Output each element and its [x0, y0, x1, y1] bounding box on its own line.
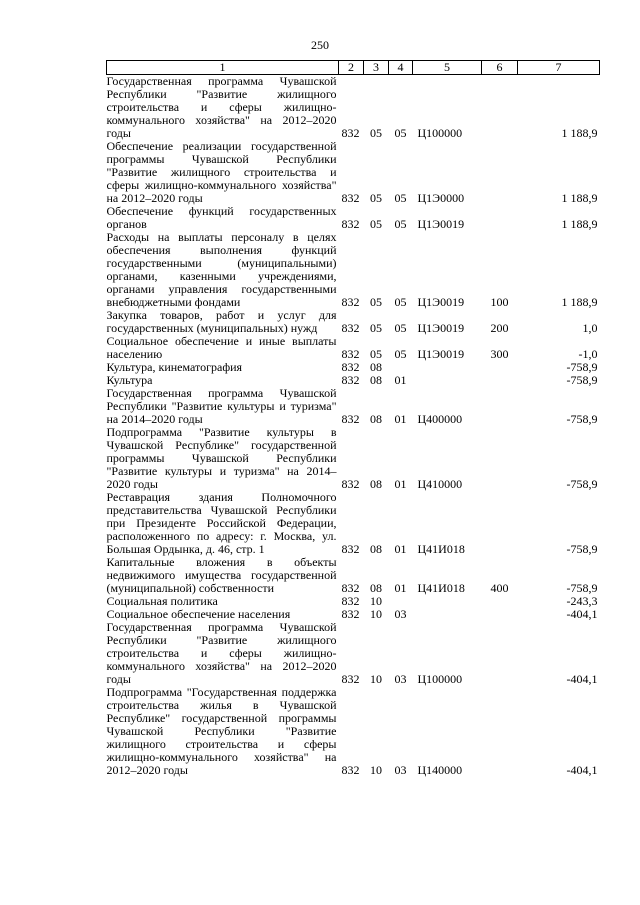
- row-section: 05: [370, 126, 382, 140]
- row-name: Социальное обеспечение населения: [106, 607, 291, 621]
- row-subsection: 01: [394, 373, 407, 387]
- row-section: 10: [370, 763, 382, 777]
- row-section: 10: [370, 672, 382, 686]
- row-ministry: 832: [341, 477, 360, 491]
- row-expense-type: [482, 387, 518, 426]
- row-name: Обеспечение функций государственных органов: [106, 204, 337, 231]
- row-target-article: Ц1Э0019: [417, 347, 465, 361]
- table-header: [107, 61, 600, 75]
- row-subsection: 01: [394, 542, 407, 556]
- table-row: [107, 335, 600, 361]
- column-header: 3: [364, 61, 389, 75]
- row-name: Расходы на выплаты персоналу в целях обеспечения выполнения функций государственными (муниципальными) органами, казенными учреждениями, органами управления государственными внебюджетными фондами: [106, 230, 337, 309]
- row-subsection: 05: [394, 295, 407, 309]
- table-row: [107, 205, 600, 231]
- row-name: Государственная программа Чувашской Республики "Развитие культуры и туризма" на 2014–2020 годы: [106, 386, 337, 426]
- column-header: 5: [413, 61, 482, 75]
- row-expense-type: [482, 491, 518, 556]
- row-amount: -758,9: [566, 360, 598, 374]
- row-name: Государственная программа Чувашской Республики "Развитие жилищного строительства и сферы жилищно-коммунального хозяйства" на 2012–2020 годы: [106, 74, 337, 140]
- row-target-article: Ц100000: [417, 672, 463, 686]
- column-header: 2: [339, 61, 364, 75]
- row-name: Государственная программа Чувашской Республики "Развитие жилищного строительства и сферы жилищно-коммунального хозяйства" на 2012–2020 годы: [106, 620, 337, 686]
- row-expense-type: [482, 361, 518, 374]
- row-ministry: 832: [341, 217, 360, 231]
- row-target-article: Ц410000: [417, 477, 463, 491]
- row-expense-type: 100: [490, 295, 509, 309]
- row-section: 08: [370, 477, 382, 491]
- table-row: [107, 387, 600, 426]
- row-subsection: 01: [394, 581, 407, 595]
- table-row: [107, 75, 600, 141]
- row-expense-type: [482, 205, 518, 231]
- row-amount: -404,1: [566, 763, 598, 777]
- row-section: 05: [370, 191, 382, 205]
- row-ministry: 832: [341, 321, 360, 335]
- table-row: [107, 309, 600, 335]
- row-subsection: 03: [394, 672, 407, 686]
- row-subsection: 05: [394, 126, 407, 140]
- row-expense-type: [482, 595, 518, 608]
- row-subsection: 05: [394, 347, 407, 361]
- table-row: [107, 140, 600, 205]
- row-target-article: Ц1Э0019: [417, 295, 465, 309]
- row-expense-type: [482, 140, 518, 205]
- row-ministry: 832: [341, 191, 360, 205]
- row-expense-type: 300: [490, 347, 509, 361]
- row-name: Подпрограмма "Развитие культуры в Чувашской Республике" государственной программы Чувашской Республики "Развитие культуры и туризма" на 2014–2020 годы: [106, 425, 337, 491]
- row-name: Закупка товаров, работ и услуг для государственных (муниципальных) нужд: [106, 308, 337, 335]
- row-expense-type: [482, 75, 518, 141]
- row-name: Культура, кинематография: [106, 360, 243, 374]
- row-amount: -758,9: [566, 477, 598, 491]
- row-name: Реставрация здания Полномочного представительства Чувашской Республики при Президенте Российской Федерации, расположенного по адресу: г. Москва, ул. Большая Ордынка, д. 46, стр. 1: [106, 490, 337, 556]
- row-target-article: Ц1Э0019: [417, 321, 465, 335]
- row-name: Подпрограмма "Государственная поддержка строительства жилья в Чувашской Республике" государственной программы Чувашской Республики "Развитие жилищного строительства и сферы жилищно-коммунального хозяйства" на 2012–2020 годы: [106, 685, 337, 777]
- row-amount: -243,3: [566, 594, 598, 608]
- row-ministry: 832: [341, 581, 360, 595]
- row-target-article: Ц41И018: [417, 581, 465, 595]
- budget-table: [106, 60, 600, 777]
- row-amount: 1 188,9: [561, 191, 598, 205]
- row-section: 08: [370, 412, 382, 426]
- row-ministry: 832: [341, 412, 360, 426]
- row-amount: 1,0: [582, 321, 598, 335]
- row-subsection: 01: [394, 477, 407, 491]
- row-ministry: 832: [341, 763, 360, 777]
- row-expense-type: [482, 608, 518, 621]
- column-header: 4: [389, 61, 413, 75]
- column-header: 7: [518, 61, 600, 75]
- row-subsection: 05: [394, 321, 407, 335]
- row-section: 10: [370, 607, 382, 621]
- row-ministry: 832: [341, 672, 360, 686]
- row-subsection: 03: [394, 607, 407, 621]
- row-section: 08: [370, 360, 382, 374]
- row-subsection: 05: [394, 217, 407, 231]
- table-row: [107, 426, 600, 491]
- row-target-article: Ц1Э0000: [417, 191, 465, 205]
- row-target-article: Ц400000: [417, 412, 463, 426]
- column-header: 6: [482, 61, 518, 75]
- row-subsection: 01: [394, 412, 407, 426]
- row-amount: -758,9: [566, 412, 598, 426]
- row-ministry: 832: [341, 373, 360, 387]
- row-expense-type: [482, 374, 518, 387]
- row-expense-type: [482, 621, 518, 686]
- row-section: 05: [370, 321, 382, 335]
- row-expense-type: 400: [490, 581, 509, 595]
- row-name: Культура: [106, 373, 153, 387]
- row-section: 08: [370, 581, 382, 595]
- page-number: 250: [311, 38, 329, 52]
- row-expense-type: [482, 426, 518, 491]
- row-name: Капитальные вложения в объекты недвижимого имущества государственной (муниципальной) собственности: [106, 555, 337, 595]
- row-target-article: Ц41И018: [417, 542, 465, 556]
- table-row: [107, 491, 600, 556]
- row-target-article: [413, 595, 482, 608]
- row-amount: -404,1: [566, 607, 598, 621]
- row-target-article: Ц140000: [417, 763, 463, 777]
- row-amount: -758,9: [566, 581, 598, 595]
- table-row: [107, 686, 600, 777]
- row-target-article: [413, 374, 482, 387]
- table-row: [107, 621, 600, 686]
- row-amount: -1,0: [578, 347, 598, 361]
- row-target-article: [413, 361, 482, 374]
- table-row: [107, 231, 600, 309]
- table-body: [107, 75, 600, 778]
- row-section: 05: [370, 217, 382, 231]
- row-target-article: Ц1Э0019: [417, 217, 465, 231]
- row-ministry: 832: [341, 360, 360, 374]
- row-target-article: Ц100000: [417, 126, 463, 140]
- row-amount: 1 188,9: [561, 126, 598, 140]
- row-ministry: 832: [341, 542, 360, 556]
- table-row: [107, 556, 600, 595]
- row-amount: 1 188,9: [561, 217, 598, 231]
- row-section: 10: [370, 594, 382, 608]
- row-ministry: 832: [341, 295, 360, 309]
- column-header: 1: [107, 61, 339, 75]
- row-section: 05: [370, 347, 382, 361]
- row-expense-type: [482, 686, 518, 777]
- row-amount: -404,1: [566, 672, 598, 686]
- row-subsection: 05: [394, 191, 407, 205]
- row-amount: 1 188,9: [561, 295, 598, 309]
- row-amount: -758,9: [566, 373, 598, 387]
- row-name: Обеспечение реализации государственной программы Чувашской Республики "Развитие жилищного строительства и сферы жилищно-коммунального хозяйства" на 2012–2020 годы: [106, 139, 337, 205]
- row-section: 05: [370, 295, 382, 309]
- row-name: Социальная политика: [106, 594, 218, 608]
- row-target-article: [413, 608, 482, 621]
- row-ministry: 832: [341, 607, 360, 621]
- row-section: 08: [370, 373, 382, 387]
- row-section: 08: [370, 542, 382, 556]
- row-ministry: 832: [341, 594, 360, 608]
- row-ministry: 832: [341, 347, 360, 361]
- row-name: Социальное обеспечение и иные выплаты населению: [106, 334, 337, 361]
- row-expense-type: 200: [490, 321, 509, 335]
- row-ministry: 832: [341, 126, 360, 140]
- row-subsection: 03: [394, 763, 407, 777]
- row-amount: -758,9: [566, 542, 598, 556]
